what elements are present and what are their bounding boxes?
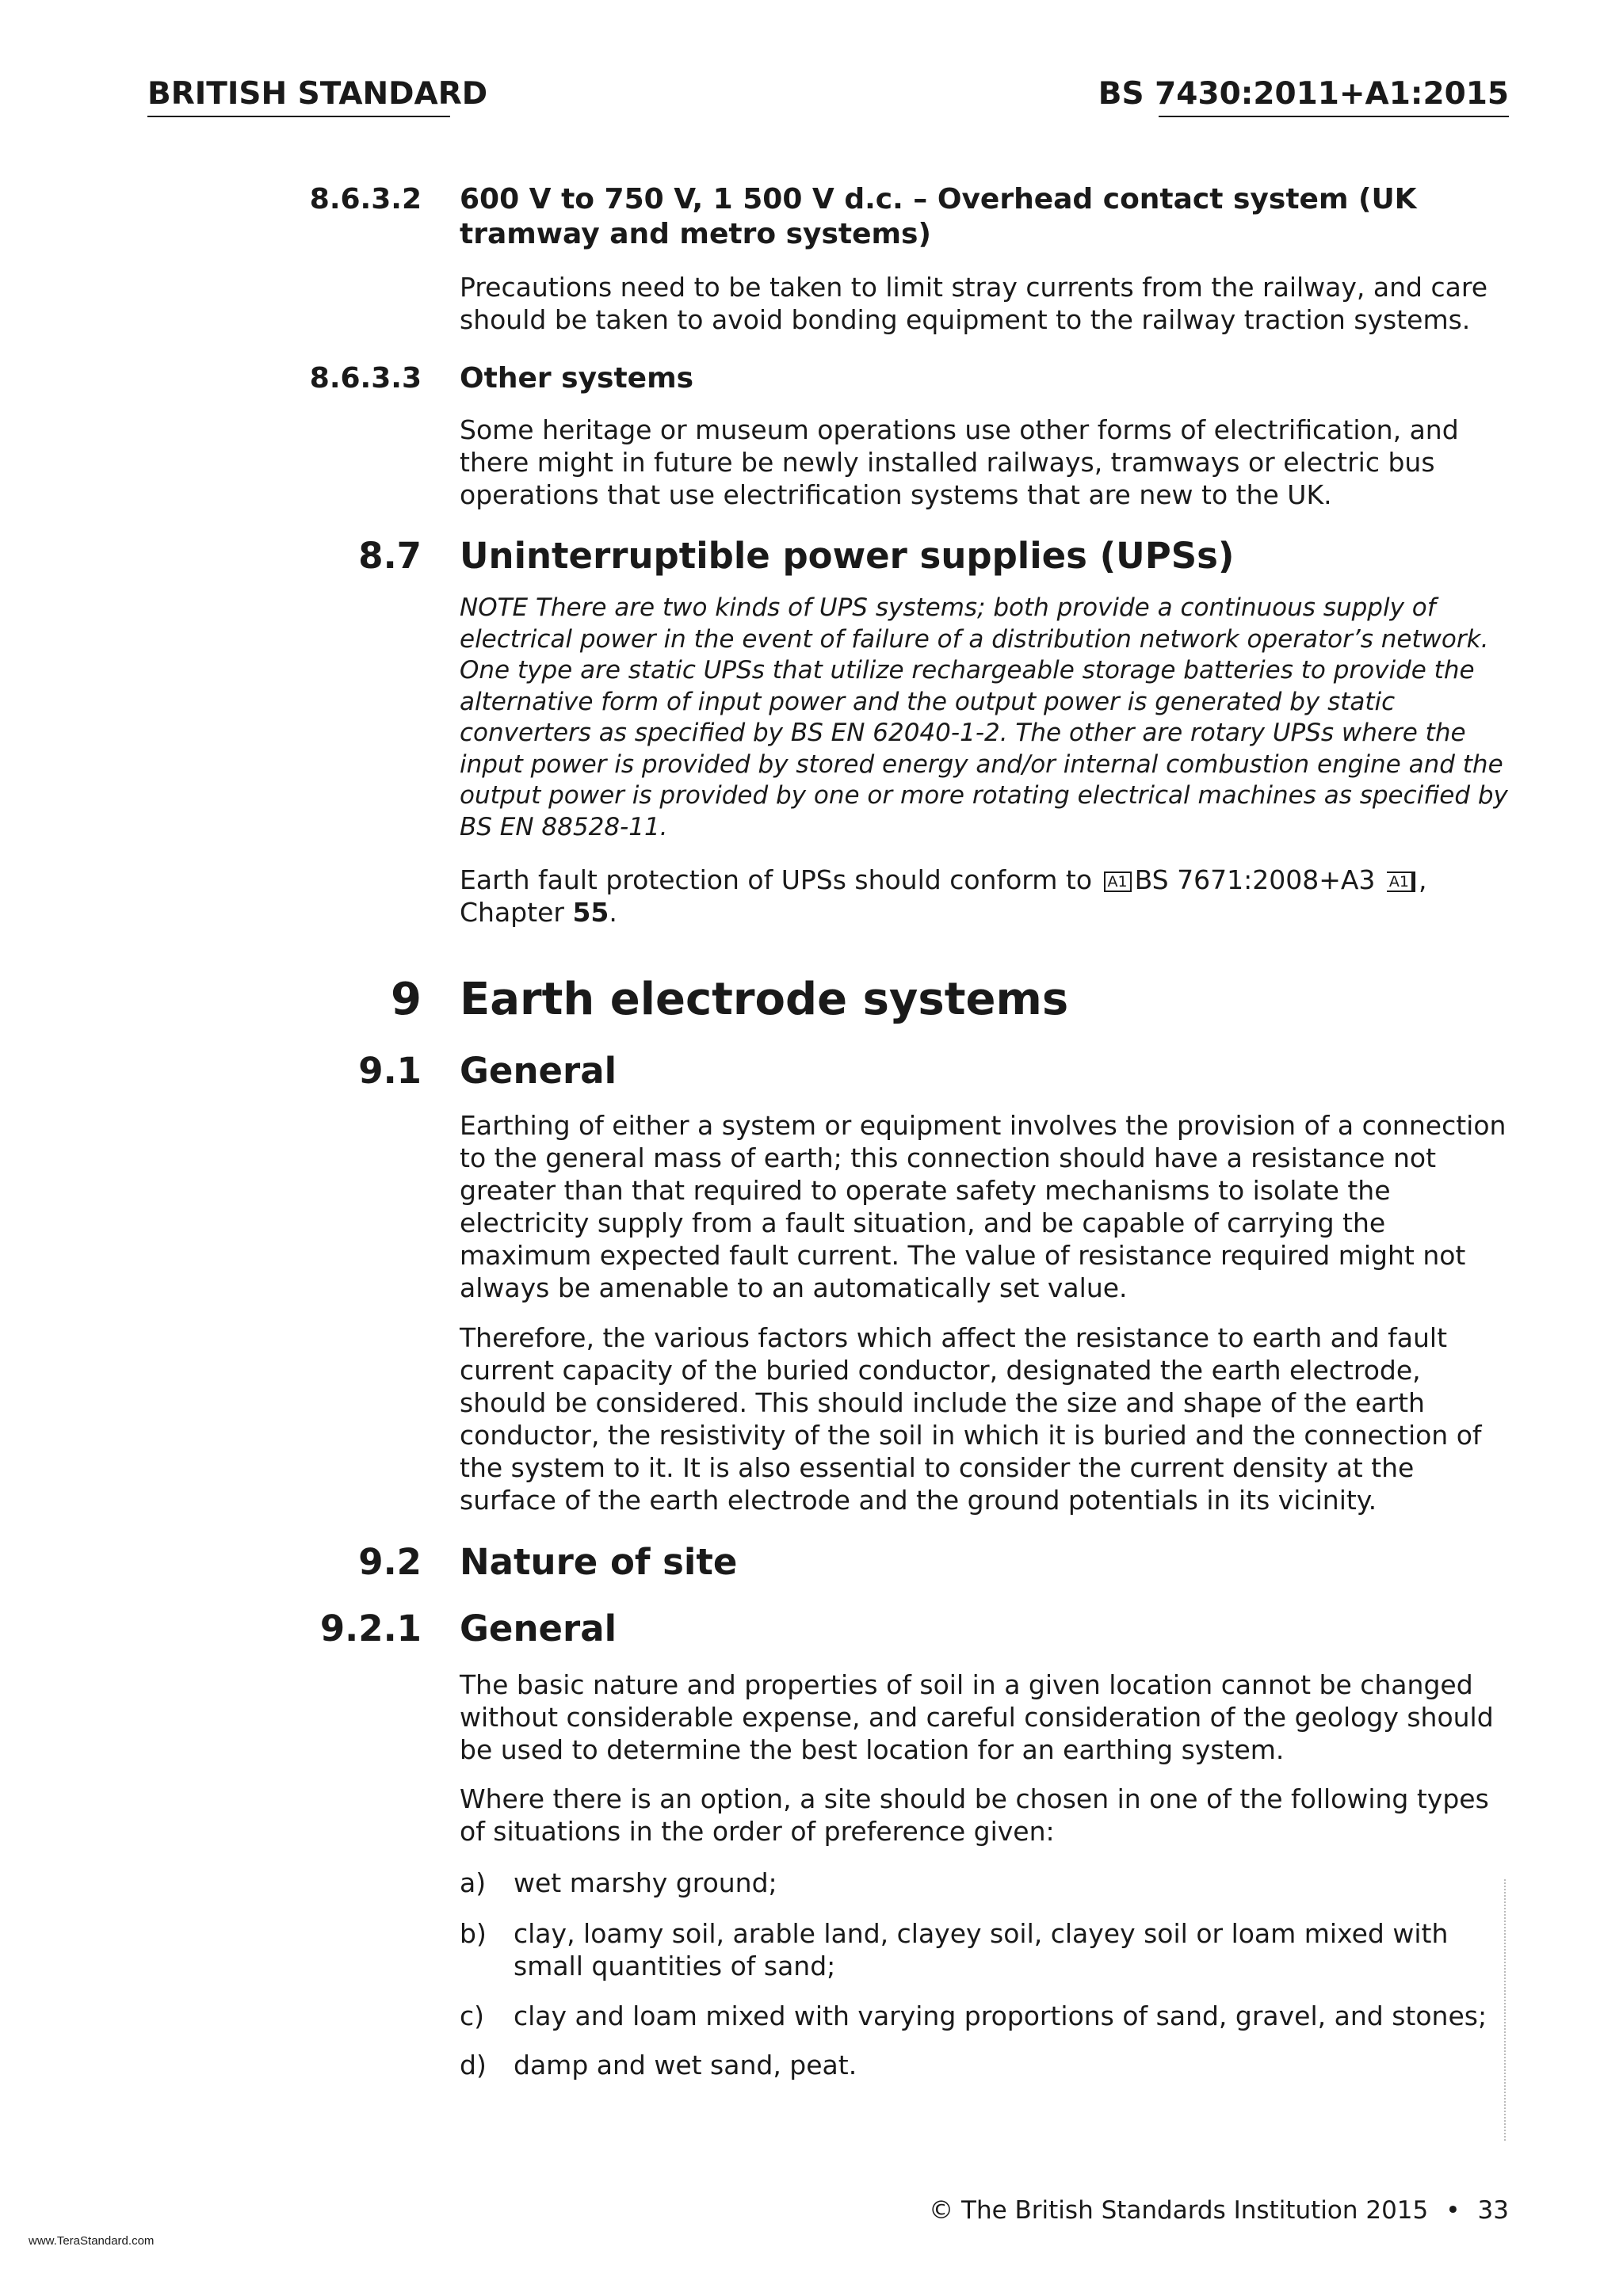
section-heading-8-7: Uninterruptible power supplies (UPSs) bbox=[460, 535, 1235, 577]
paragraph-9-1-a: Earthing of either a system or equipment involves the provision of a connection to the general mass of earth; this connection should have a resistance not greater than that required to operate safety mechanisms to isolate the electricity supply from a fault situation, and be capable of carrying the maximum expected fault current. The value of resistance required might not always be amenable to an automatically set value. bbox=[460, 1110, 1507, 1303]
paragraph-9-2-1-b: Where there is an option, a site should be chosen in one of the following types of situations in the order of preference given: bbox=[460, 1783, 1489, 1847]
list-item: clay and loam mixed with varying proportions of sand, gravel, and stones; bbox=[514, 2000, 1487, 2031]
amendment-close-tag: A1 bbox=[1387, 871, 1415, 892]
list-item-marker: d) bbox=[460, 2050, 487, 2081]
section-number-9-1: 9.1 bbox=[358, 1050, 422, 1092]
watermark-url: www.TeraStandard.com bbox=[29, 2234, 155, 2248]
list-item-marker: a) bbox=[460, 1867, 487, 1898]
page-number: 33 bbox=[1477, 2196, 1509, 2225]
paragraph-8-6-3-2: Precautions need to be taken to limit stray currents from the railway, and care should be taken to avoid bonding equipment to the railway traction systems. bbox=[460, 272, 1487, 335]
section-heading-8-6-3-2: 600 V to 750 V, 1 500 V d.c. – Overhead contact system (UK tramway and metro systems) bbox=[460, 183, 1417, 250]
section-heading-9: Earth electrode systems bbox=[460, 974, 1069, 1025]
paragraph-8-6-3-3: Some heritage or museum operations use other forms of electrification, and there might in future be newly installed railways, tramways or electric bus operations that use electrification systems that are new to the UK. bbox=[460, 414, 1459, 510]
page-footer bbox=[929, 2195, 1509, 2226]
note-ups: NOTE There are two kinds of UPS systems; both provide a continuous supply of electrical power in the event of failure of a distribution network operator’s network. One type are static UPSs that utilize rechargeable storage batteries to provide the alternative form of input power and the output power is generated by static converters as specified by BS EN 62040-1-2. The other are rotary UPSs where the input power is provided by stored energy and/or internal combustion engine and the output power is provided by one or more rotating electrical machines as specified by BS EN 88528-11. bbox=[460, 593, 1508, 841]
margin-dotted-line bbox=[1504, 1879, 1506, 2141]
paragraph-9-1-b: Therefore, the various factors which affect the resistance to earth and fault current capacity of the buried conductor, designated the earth electrode, should be considered. This should include the size and shape of the earth conductor, the resistivity of the soil in which it is buried and the connection of the system to it. It is also essential to consider the current density at the surface of the earth electrode and the ground potentials in its vicinity. bbox=[460, 1322, 1482, 1516]
section-number-8-6-3-2: 8.6.3.2 bbox=[309, 183, 422, 215]
list-item: damp and wet sand, peat. bbox=[514, 2050, 857, 2081]
amendment-open-tag: A1 bbox=[1104, 871, 1132, 892]
list-item-marker: c) bbox=[460, 2000, 485, 2031]
paragraph-9-2-1-a: The basic nature and properties of soil in a given location cannot be changed without considerable expense, and careful consideration of the geology should be used to determine the best location for an earthing system. bbox=[460, 1669, 1494, 1765]
section-heading-9-2: Nature of site bbox=[460, 1541, 738, 1583]
section-number-9: 9 bbox=[391, 974, 422, 1025]
section-number-9-2: 9.2 bbox=[358, 1541, 422, 1583]
list-item: wet marshy ground; bbox=[514, 1867, 777, 1898]
footer-bullet: • bbox=[1445, 2196, 1461, 2225]
header-left-underline bbox=[147, 116, 450, 117]
list-item: clay, loamy soil, arable land, clayey soil, clayey soil or loam mixed with small quantities of sand; bbox=[514, 1918, 1449, 1981]
header-right-underline bbox=[1159, 116, 1509, 117]
section-heading-8-6-3-3: Other systems bbox=[460, 362, 694, 395]
section-heading-9-2-1: General bbox=[460, 1608, 617, 1650]
list-item-marker: b) bbox=[460, 1918, 487, 1949]
chapter-number: 55 bbox=[572, 897, 609, 928]
copyright-text: © The British Standards Institution 2015 bbox=[929, 2196, 1429, 2225]
section-number-8-7: 8.7 bbox=[358, 535, 422, 577]
section-heading-9-1: General bbox=[460, 1050, 617, 1092]
header-right: BS 7430:2011+A1:2015 bbox=[1098, 76, 1509, 112]
paragraph-8-7: Earth fault protection of UPSs should conform to A1 BS 7671:2008+A3 A1 , Chapter 55. bbox=[460, 864, 1427, 928]
header-left: BRITISH STANDARD bbox=[147, 76, 488, 112]
section-number-9-2-1: 9.2.1 bbox=[319, 1608, 422, 1650]
reference-bs-7671: BS 7671:2008+A3 bbox=[1134, 864, 1376, 895]
section-number-8-6-3-3: 8.6.3.3 bbox=[309, 362, 422, 395]
